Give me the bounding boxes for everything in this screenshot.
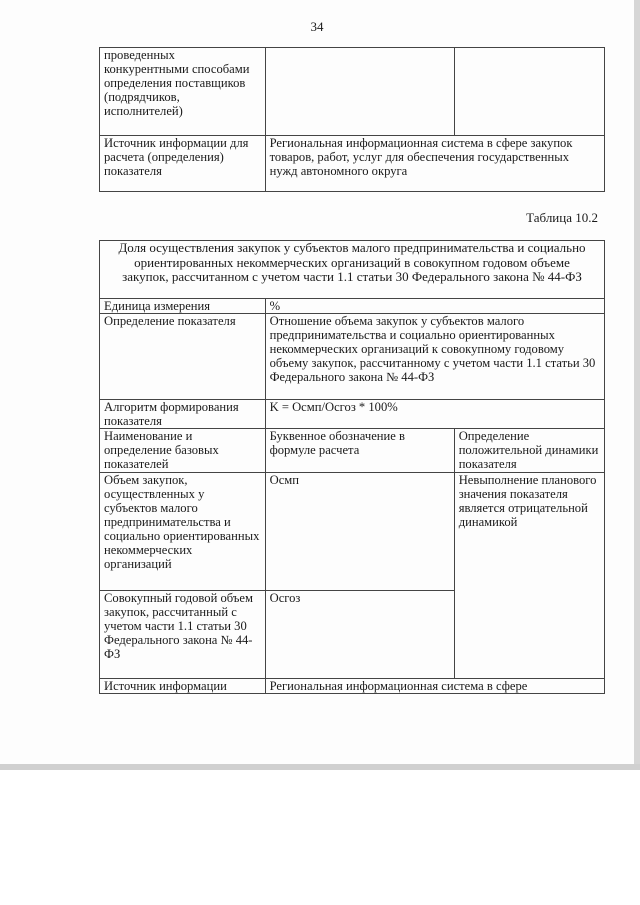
table-title: Доля осуществления закупок у субъектов малого предпринимательства и социально ориентированных некоммерческих организаций в совокупном годовом объеме закупок, рассчитанном с учетом части 1.1 статьи 30 Федерального закона № 44-ФЗ [100, 241, 605, 299]
table-cell: % [265, 299, 604, 314]
table-cell: Региональная информационная система в сфере [265, 679, 604, 694]
table-cell [265, 48, 454, 136]
table-cell [454, 48, 604, 136]
table-row [100, 400, 605, 429]
table-cell: Отношение объема закупок у субъектов малого предпринимательства и социально ориентированных некоммерческих организаций к совокупному годовому объему закупок, рассчитанному с учетом части 1.1 статьи 30 Федерального закона № 44-ФЗ [265, 314, 604, 400]
page-number: 34 [310, 19, 324, 34]
table-caption: Таблица 10.2 [526, 210, 598, 225]
table-cell: Региональная информационная система в сфере закупок товаров, работ, услуг для обеспечения государственных нужд автономного округа [265, 136, 604, 192]
table-row [100, 429, 605, 473]
table-row [100, 136, 605, 192]
table-row [100, 314, 605, 400]
table-cell: Определение показателя [100, 314, 266, 400]
table-header-cell: Наименование и определение базовых показателей [100, 429, 266, 473]
table-header-cell: Определение положительной динамики показателя [454, 429, 604, 473]
table-cell: Осмп [265, 473, 454, 591]
table-cell: Осгоз [265, 591, 454, 679]
table-cell: K = Осмп/Осгоз * 100% [265, 400, 604, 429]
table-row [100, 299, 605, 314]
table-row [100, 48, 605, 136]
table-cell: Алгоритм формирования показателя [100, 400, 266, 429]
table-row [100, 679, 605, 694]
scan-edge-divider [0, 764, 640, 770]
table-row [100, 241, 605, 299]
table-cell: Единица измерения [100, 299, 266, 314]
table-cell: Объем закупок, осуществленных у субъектов малого предпринимательства и социально ориентированных некоммерческих организаций [100, 473, 266, 591]
table-row [100, 473, 605, 591]
table-cell: Совокупный годовой объем закупок, рассчитанный с учетом части 1.1 статьи 30 Федерального закона № 44-ФЗ [100, 591, 266, 679]
table-indicator-continued [99, 47, 605, 192]
table-cell: Источник информации для расчета (определения) показателя [100, 136, 266, 192]
table-header-cell: Буквенное обозначение в формуле расчета [265, 429, 454, 473]
table-cell: Источник информации [100, 679, 266, 694]
table-cell: Невыполнение планового значения показателя является отрицательной динамикой [454, 473, 604, 679]
table-cell: проведенных конкурентными способами определения поставщиков (подрядчиков, исполнителей) [100, 48, 266, 136]
table-10-2 [99, 240, 605, 694]
